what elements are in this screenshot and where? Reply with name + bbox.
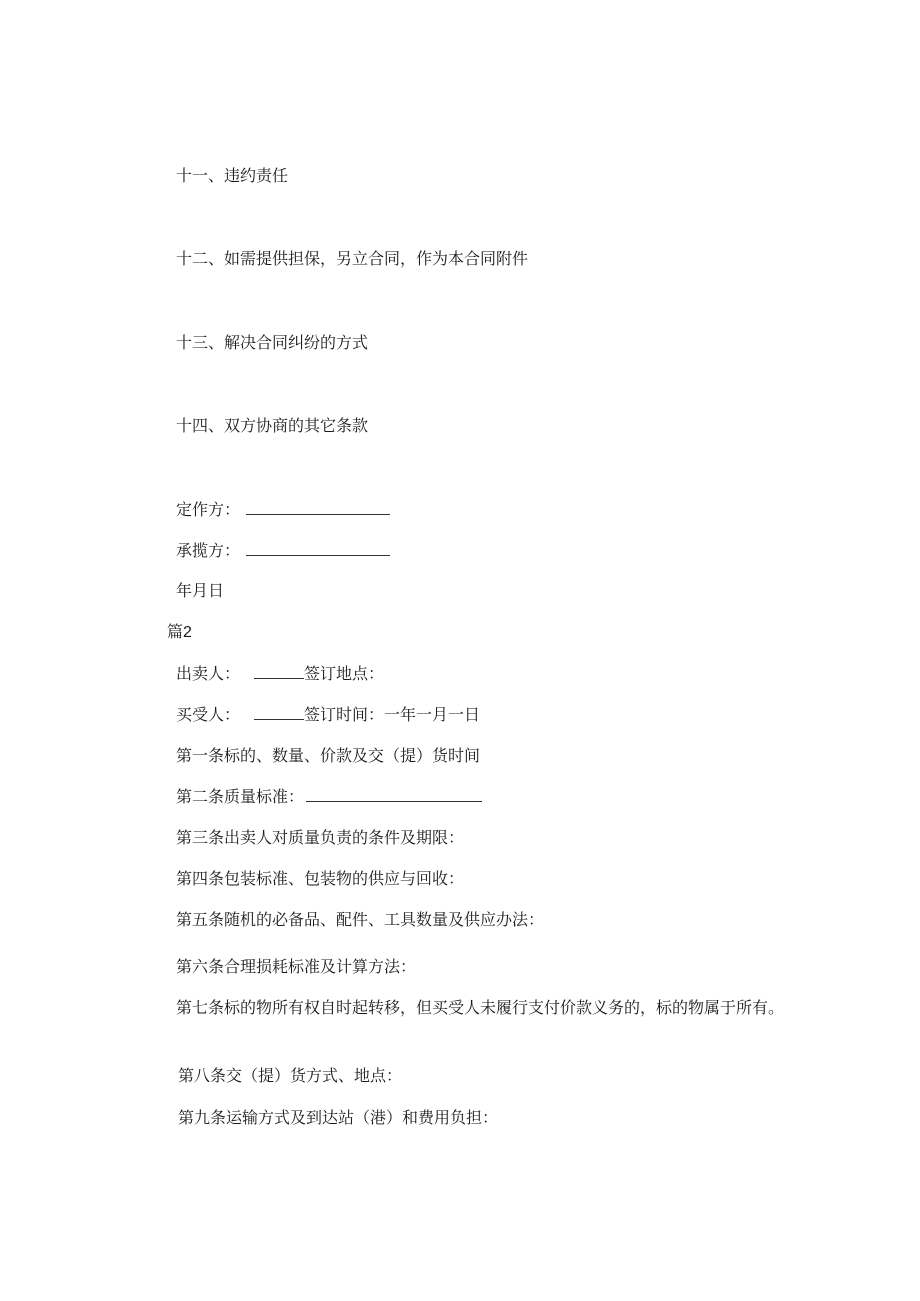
contractor-signature-line <box>176 541 390 561</box>
orderer-label: 定作方： <box>176 500 241 519</box>
date-line: 年月日 <box>176 581 225 600</box>
clause-14: 十四、双方协商的其它条款 <box>176 416 369 435</box>
quality-standard-blank <box>306 787 482 802</box>
article-1: 第一条标的、数量、价款及交（提）货时间 <box>176 746 481 765</box>
sign-place-label: 签订地点： <box>304 664 385 683</box>
orderer-signature-line <box>176 500 390 520</box>
clause-12: 十二、如需提供担保，另立合同，作为本合同附件 <box>176 249 529 268</box>
article-5: 第五条随机的必备品、配件、工具数量及供应办法： <box>176 910 545 929</box>
seller-blank <box>254 664 304 679</box>
seller-label: 出卖人： <box>176 664 241 683</box>
contractor-label: 承揽方： <box>176 541 241 560</box>
contractor-blank <box>246 541 390 556</box>
clause-11: 十一、违约责任 <box>176 166 289 185</box>
article-2-label: 第二条质量标准： <box>176 787 305 806</box>
article-7: 第七条标的物所有权自时起转移，但买受人未履行支付价款义务的，标的物属于所有。 <box>176 998 785 1017</box>
article-2-line <box>176 787 482 807</box>
article-3: 第三条出卖人对质量负责的条件及期限： <box>176 828 465 847</box>
article-9: 第九条运输方式及到达站（港）和费用负担： <box>178 1108 499 1127</box>
section-heading: 篇2 <box>167 624 192 641</box>
clause-13: 十三、解决合同纠纷的方式 <box>176 333 369 352</box>
article-8: 第八条交（提）货方式、地点： <box>178 1066 403 1085</box>
buyer-blank <box>254 705 304 720</box>
buyer-line <box>176 705 480 725</box>
article-6: 第六条合理损耗标准及计算方法： <box>176 957 417 976</box>
seller-line <box>176 664 384 684</box>
buyer-label: 买受人： <box>176 705 241 724</box>
orderer-blank <box>246 500 390 515</box>
article-4: 第四条包装标准、包装物的供应与回收： <box>176 869 465 888</box>
sign-time-label: 签订时间：一年一月一日 <box>304 705 481 724</box>
